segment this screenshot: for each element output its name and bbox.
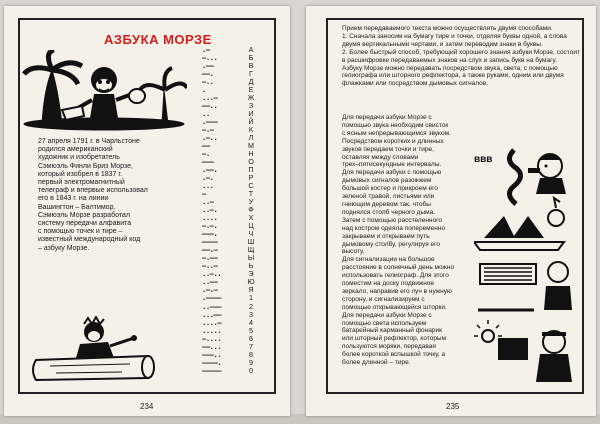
morse-code: –.... [202,333,222,343]
svg-text:ввв: ввв [474,154,493,165]
morse-code: .–.. [202,133,218,143]
morse-letter: В [248,61,254,71]
morse-code: .––– [202,117,218,127]
log-illustration [30,316,160,386]
morse-code: –. [202,149,210,159]
morse-code: .–.– [202,285,218,295]
morse-letter: Н [248,149,254,159]
morse-letter: Х [248,213,254,223]
morse-code: ....– [202,317,222,327]
morse-letter: О [248,157,254,167]
morse-letter: 4 [249,317,253,327]
morse-code: ...– [202,93,218,103]
left-page [4,6,290,416]
morse-code: .. [202,109,210,119]
morse-code: –... [202,53,218,63]
morse-letter: И [248,109,254,119]
morse-letter: М [248,141,254,151]
right-page [306,6,596,416]
morse-letter-column [244,46,258,375]
morse-letter: Ю [247,277,255,287]
morse-letter: Б [248,53,254,63]
boy-on-log [76,317,137,358]
morse-letter: 0 [249,365,253,375]
morse-code: –––– [202,237,218,247]
morse-letter: К [248,125,254,135]
morse-letter: Е [248,85,254,95]
morse-letter: 3 [249,309,253,319]
morse-code: ––––. [202,357,222,367]
morse-code: –..– [202,261,218,271]
morse-code: ..–.. [202,269,222,279]
morse-code: ..– [202,197,214,207]
signal-methods-text: Для передачи азбуки Морзе с помощью звука необходим свисток с ясным непрерывающимся звуком. Посредством коротких и длинных звуков передаем точки и тире, оставляя между словами трех–пятисекундные интервалы. Для передачи азбуки с помощью дымовых сигналов разожжем большой костер и прикроем его зеленой травой, листьями или гниющим деревом так, чтобы поднялся столб черного дыма. Затем с помощью расстеленного над костром одеяла попеременно закрываем и открываем путь дымовому столбу, регулируя его высоту. Для сигнализации на большое расстояние в солнечный день можно использовать гелиограф. Для этого поместим на доску подвижное зеркало, направив его луч в нужную сторону, и сигнализируем с помощью открывающейся шторки. Для передачи азбуки Морзе с помощью света используем батарейный карманный фонарик или шторный рефлектор, которым пользуются моряки, передавая более короткой вспышкой точку, а более длинной – тире. [342,114,455,367]
signaling-illustrations [474,146,578,386]
morse-code: ...–– [202,309,222,319]
morse-letter: 6 [249,333,253,343]
morse-letter: 2 [249,301,253,311]
morse-code: ––––– [202,365,222,375]
morse-letter: Э [248,269,254,279]
morse-letter: 7 [249,341,253,351]
morse-letter: Л [248,133,254,143]
morse-letter: Щ [247,245,255,255]
morse-code: –.. [202,77,214,87]
morse-letter: Д [248,77,254,87]
morse-letter: 9 [249,357,253,367]
morse-letter: Й [248,117,254,127]
morse-code: –––.. [202,349,222,359]
morse-code: ..... [202,325,222,335]
morse-letter: З [248,101,254,111]
morse-code-column [202,46,238,375]
morse-letter: Я [248,285,254,295]
lamp-signal [474,320,572,382]
morse-code: . [202,85,206,95]
boy-figure [62,67,145,120]
morse-code: ..––– [202,301,222,311]
morse-code: ––.. [202,101,218,111]
morse-letter: 8 [249,349,253,359]
morse-code: .––. [202,165,218,175]
jungle-illustration [22,50,187,132]
morse-code: –– [202,141,210,151]
morse-letter: Т [248,189,254,199]
reception-methods-text: Прием передаваемого текста можно осуществлять двумя способами. 1. Сначала заносим на бумагу тире и точки, отделяя буквы одной, а слова двумя вертикальными чертами, и затем переводим знаки в буквы. 2. Более быстрый способ, требующий хорошего знания азбуки Морзе, состоит в расшифровке передаваемых знаков на слух и запись букв на бумагу. Азбуку Морзе можно передавать посредством звука, света, с помощью гелиографа или шторного рефлектора, а также руками, одним или двумя флажками или посредством дымовых сигналов. [342,25,580,88]
morse-code: ––– [202,157,214,167]
intro-text: 27 апреля 1791 г. в Чарльстоне родился американский художник и изобретатель Сэмюэль Финли Бриз Морзе, который изобрел в 1837 г. первый электромагнитный телеграф и впервые использовал его в 1843 г. на линии Вашингтон – Балтимор. Сэмюэль Морзе разработал систему передачи алфавита с помощью точек и тире – известный международный код – азбуку Морзе. [38,138,148,252]
morse-code: –––. [202,229,218,239]
morse-letter: Ц [248,221,254,231]
morse-code: .–. [202,173,214,183]
morse-letter: С [248,181,254,191]
morse-code: ..–. [202,205,218,215]
morse-letter: Ь [248,261,254,271]
morse-code: ... [202,181,214,191]
morse-code: .–– [202,61,214,71]
morse-code: .–––– [202,293,222,303]
morse-code: ––... [202,341,222,351]
morse-code: –.–– [202,253,218,263]
morse-letter: Ф [248,205,254,215]
morse-code: – [202,189,206,199]
morse-code: ..–– [202,277,218,287]
morse-code: –.– [202,125,214,135]
morse-letter: Ж [247,93,255,103]
morse-code: .– [202,45,210,54]
morse-letter: 1 [249,293,253,303]
morse-letter: Ы [247,253,255,263]
morse-letter: 5 [249,325,253,335]
morse-letter: П [248,165,254,175]
morse-code: .... [202,213,218,223]
morse-letter: У [248,197,254,207]
morse-code: ––.– [202,245,218,255]
morse-letter: Ч [248,229,254,239]
page-number-right: 235 [446,402,460,411]
morse-letter: Г [249,69,253,79]
morse-letter: Ш [247,237,255,247]
page-number-left: 234 [140,402,154,411]
morse-letter: А [248,45,254,54]
page-title: АЗБУКА МОРЗЕ [104,32,212,47]
morse-code: –.–. [202,221,218,231]
morse-letter: Р [248,173,254,183]
heliograph [478,262,572,310]
morse-code: ––. [202,69,214,79]
